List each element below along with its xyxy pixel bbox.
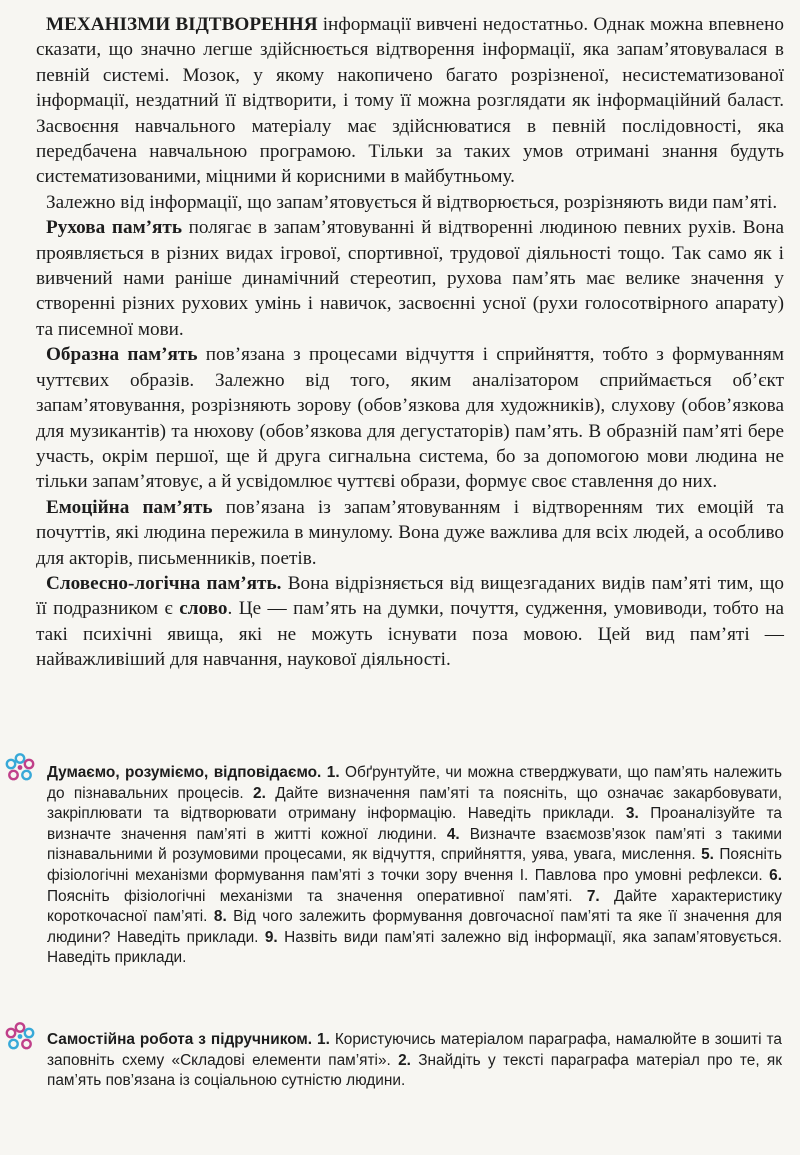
paragraph-image-memory: Образна пам’ять пов’язана з процесами відчуття і сприйняття, тобто з формуванням чуттєвих образів. Залежно від того, яким аналізатором сприймається об’єкт запам’ятовування, розрізняють зорову (обов’язкова для художників), слухову (обов’язкова для музикантів) та нюхову (обов’язкова для дегустаторів) пам’ять. В образній пам’яті бере участь, окрім першої, ще й друга сигнальна система, бо за допомогою мови людина не тільки запам’ятовує, а й усвідомлює чуттєві образи, формує своє ставлення до них. (36, 344, 784, 493)
flower-icon (4, 752, 36, 784)
question-number: 7. (586, 887, 600, 905)
question-text: Визначте взаємозв’язок пам’яті з такими пізнавальними й розумовими процесами, як відчуття, сприйняття, уява, увага, мислення. (47, 825, 782, 864)
selfwork-heading: Самостійна робота з підручником. (47, 1031, 313, 1048)
question-text: Дайте визначення пам’яті та поясніть, що означає закарбовувати, закріплювати та відтворювати отриману інформацію. Наведіть приклади. (47, 784, 783, 823)
task-number: 2. (398, 1051, 411, 1069)
term-motor-memory: Рухова пам’ять (46, 217, 182, 239)
paragraph-emotional-memory: Емоційна пам’ять пов’язана із запам’ятовуванням і відтворенням тих емоцій та почуттів, які людина пережила в минулому. Вона дуже важлива для всіх людей, а особливо для акторів, письменників, поетів. (36, 496, 784, 569)
question-text: Назвіть види пам’яті залежно від інформації, яка запам’ятовується. Наведіть приклади. (47, 928, 782, 967)
task-number: 1. (317, 1031, 330, 1048)
term-image-memory: Образна пам’ять (46, 344, 198, 366)
emphasis-word: слово (179, 598, 228, 620)
task-text: Знайдіть у тексті параграфа матеріал про те, як пам’ять пов’язана із соціальною сутністю людини. (47, 1051, 782, 1090)
question-number: 6. (769, 866, 782, 884)
question-number: 1. (326, 764, 340, 781)
selfwork-block (47, 1030, 782, 1092)
question-number: 9. (264, 928, 278, 946)
question-number: 4. (446, 825, 460, 843)
term-emotional-memory: Емоційна пам’ять (46, 496, 213, 518)
question-text: Від чого залежить формування довгочасної пам’яті та яке її значення для людини? Наведіть приклади. (47, 908, 782, 946)
question-text: Проаналізуйте та визначте значення пам’яті в житті кожної людини. (47, 805, 782, 843)
paragraph-memory-types-intro: Залежно від інформації, що запам’ятовується й відтворюється, розрізняють види пам’яті. (46, 191, 778, 213)
questions-block (47, 763, 782, 969)
question-number: 2. (253, 784, 266, 802)
question-text: Дайте характеристику короткочасної пам’яті. (47, 887, 782, 926)
question-text: Поясніть фізіологічні механізми формування пам’яті з точки зору вчення І. Павлова про умовні рефлекси. (47, 846, 782, 884)
question-text: Обґрунтуйте, чи можна стверджувати, що пам’ять належить до пізнавальних процесів. (47, 764, 783, 802)
flower-icon (4, 1021, 36, 1053)
main-text (36, 12, 784, 673)
paragraph-reproduction-mechanisms: МЕХАНІЗМИ ВІДТВОРЕННЯ інформації вивчені недостатньо. Однак можна впевнено сказати, що значно легше здійснюється відтворення інформації, яка запам’ятовувалася в певній системі. Мозок, у якому накопичено багато розрізненої, несистематизованої інформації, нездатний її відтворити, і тому її можна розглядати як інформаційний баласт. Засвоєння навчального матеріалу має здійснюватися в певній послідовності, яка передбачена навчальною програмою. Тільки за таких умов отримані знання будуть систематизованими, міцними й корисними в майбутньому. (36, 14, 784, 188)
term-verbal-logical-memory: Словесно-логічна пам’ять. (46, 572, 282, 594)
question-text: Поясніть фізіологічні механізми та значення оперативної пам’яті. (47, 887, 587, 905)
question-number: 8. (213, 908, 227, 926)
paragraph-motor-memory: Рухова пам’ять полягає в запам’ятовуванні й відтворенні людиною певних рухів. Вона проявляється в різних видах ігрової, спортивної, трудової діяльності тощо. Так само як і вивчений нами раніше динамічний стереотип, рухова пам’ять має велике значення у створенні різних рухових умінь і навичок, засвоєнні усної (рухи голосотвірного апарату) та писемної мови. (36, 217, 784, 340)
task-text: Користуючись матеріалом параграфа, намалюйте в зошиті та заповніть схему «Складові елементи пам’яті». (47, 1031, 782, 1069)
question-number: 5. (701, 846, 714, 864)
term-reproduction-mechanisms: МЕХАНІЗМИ ВІДТВОРЕННЯ (46, 14, 318, 35)
questions-heading: Думаємо, розуміємо, відповідаємо. (47, 764, 322, 781)
question-number: 3. (625, 805, 639, 823)
paragraph-verbal-logical-memory: Словесно-логічна пам’ять. Вона відрізняється від вищезгаданих видів пам’яті тим, що її подразником є слово. Це — пам’ять на думки, почуття, судження, умовиводи, тобто на такі психічні явища, які не можуть існувати поза мовою. Цей вид пам’яті — найважливіший для навчання, наукової діяльності. (36, 572, 784, 671)
